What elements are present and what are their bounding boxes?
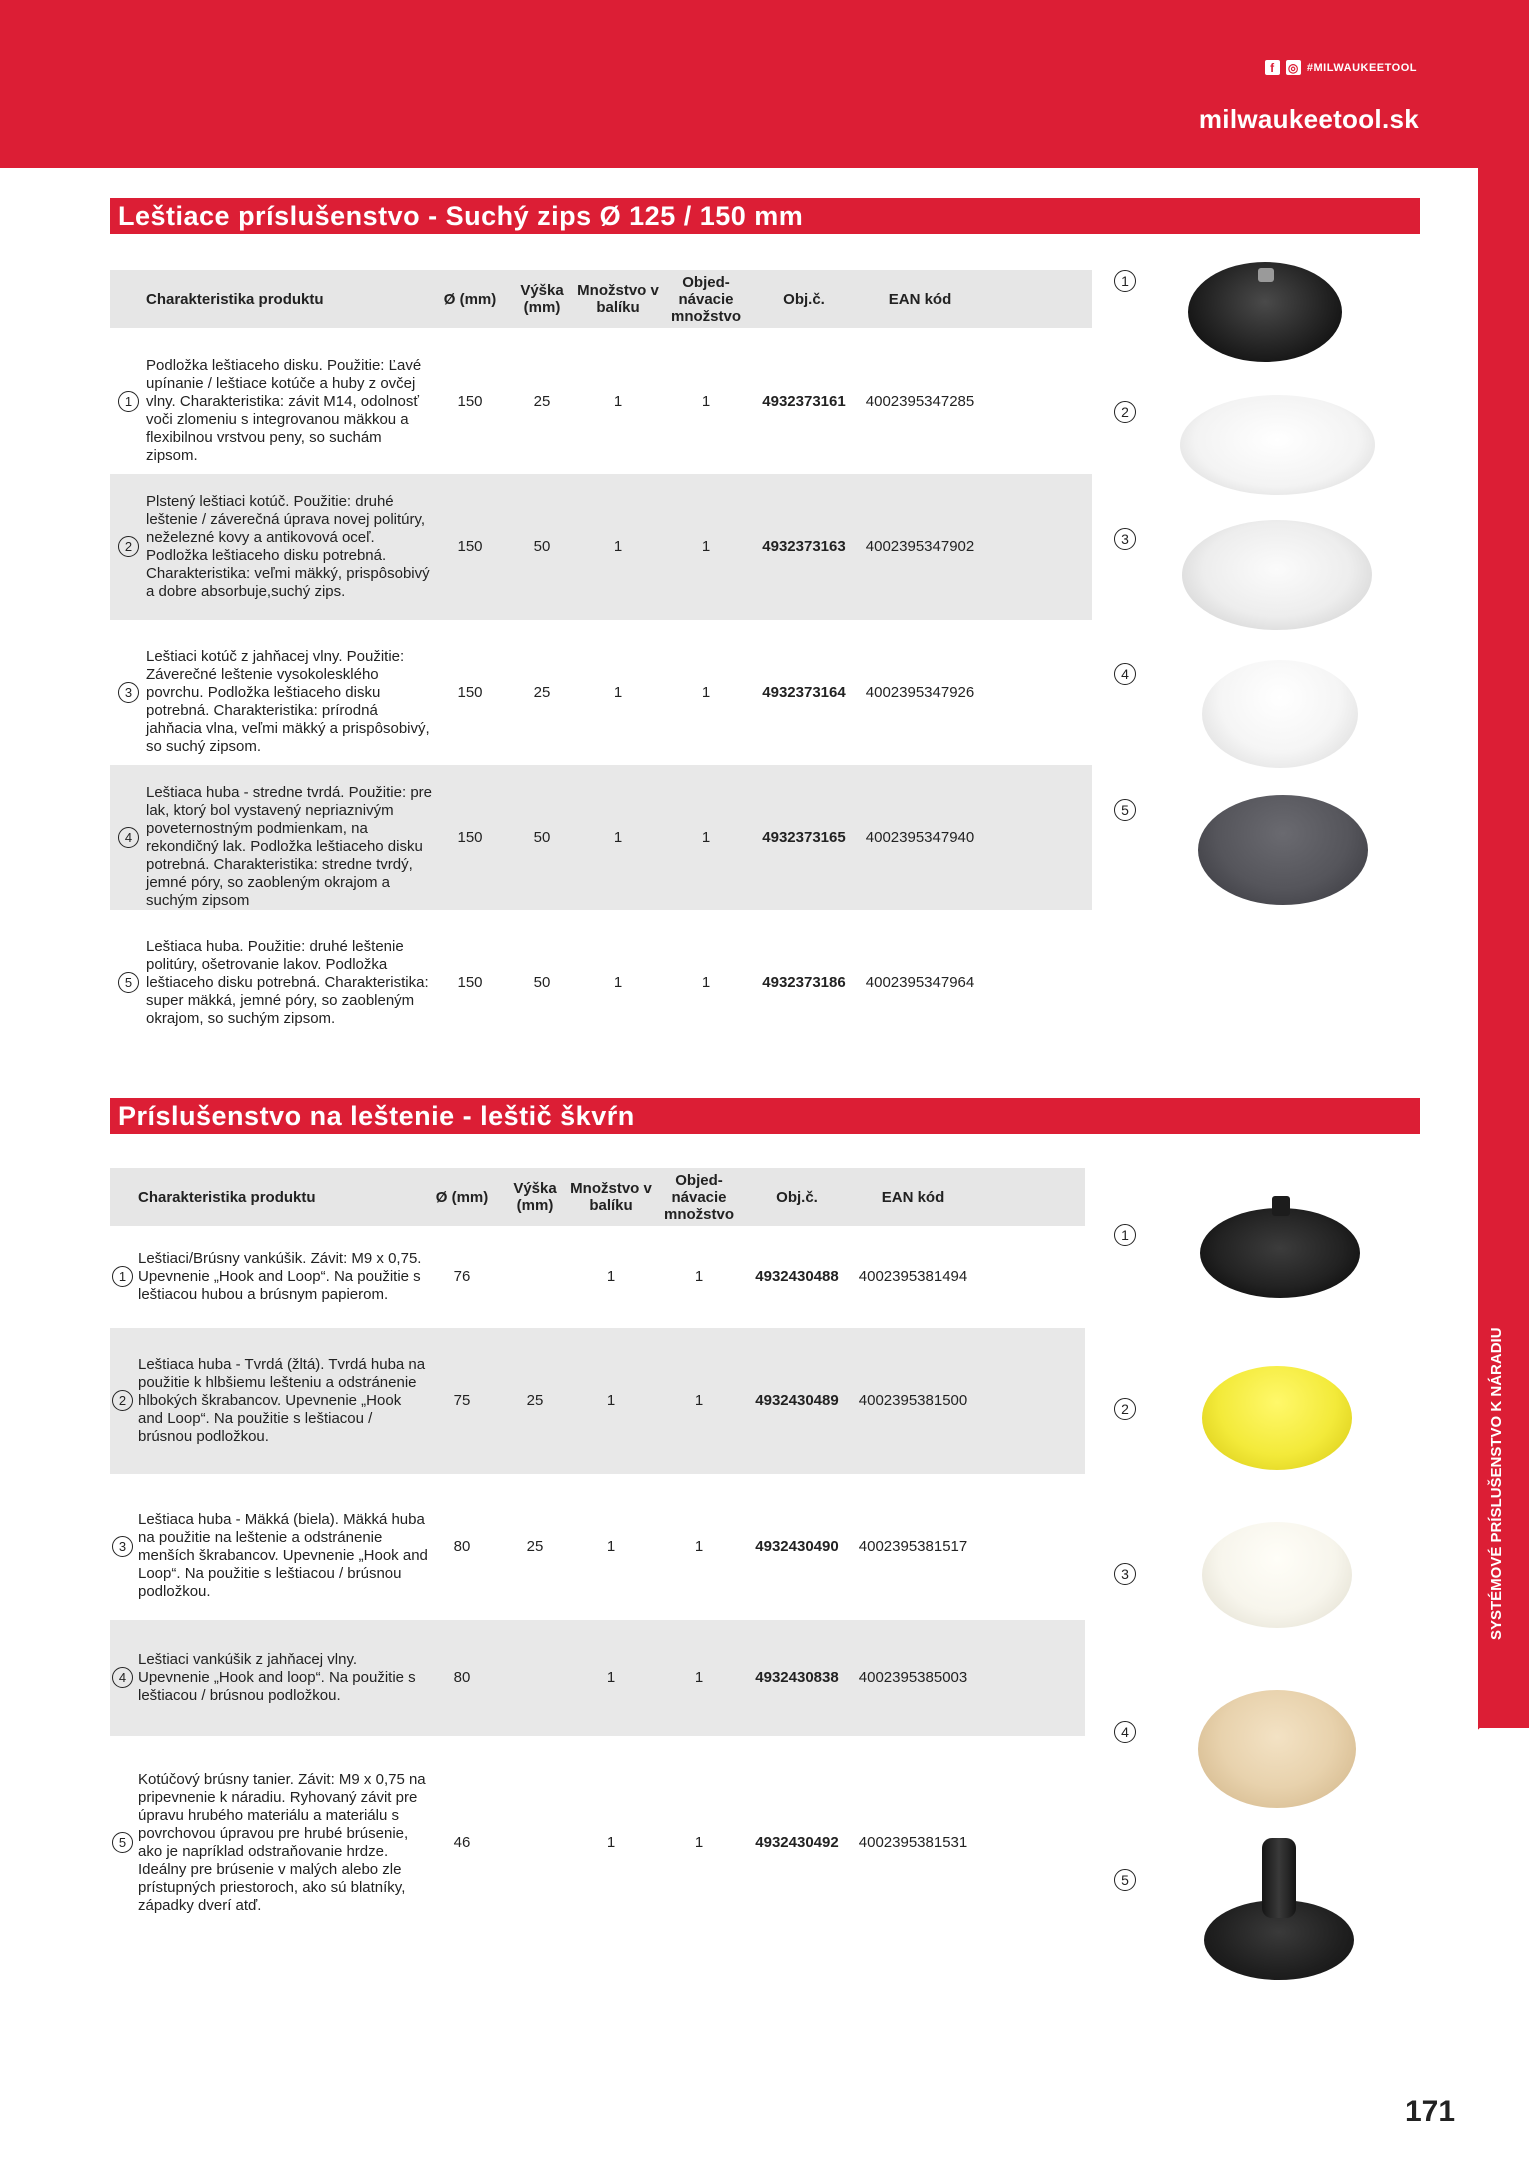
photo-white-soft-sponge — [1202, 1522, 1352, 1628]
row-description: Leštiaca huba - stredne tvrdá. Použitie: pre lak, ktorý bol vystavený nepriaznivým poveternostným podmienkam, na rekondičný lak. Podložka leštiaceho disku potrebná. Charakteristika: stredne tvrdý, jemné póry, so zaobleným okrajom a suchým zipsom — [146, 783, 432, 909]
cell-d: 150 — [457, 538, 483, 555]
col-header-product: Charakteristika produktu — [146, 290, 324, 308]
cell-d: 76 — [453, 1268, 471, 1285]
table-row — [110, 474, 1092, 620]
cell-ean: 4002395385003 — [858, 1669, 968, 1686]
photo-yellow-sponge — [1202, 1366, 1352, 1470]
cell-d: 150 — [457, 974, 483, 991]
cell-h: 25 — [526, 1392, 544, 1409]
cell-d: 80 — [453, 1669, 471, 1686]
sidebar-corner — [1478, 1670, 1529, 1730]
cell-order: 1 — [694, 1834, 704, 1851]
cell-item: 4932430838 — [755, 1669, 839, 1686]
col-header-item: Obj.č. — [776, 1188, 818, 1206]
cell-ean: 4002395347964 — [865, 974, 975, 991]
cell-h: 50 — [533, 538, 551, 555]
cell-d: 150 — [457, 828, 483, 846]
cell-pack: 1 — [613, 828, 623, 846]
cell-pack: 1 — [606, 1268, 616, 1285]
row-description: Plstený leštiaci kotúč. Použitie: druhé leštenie / záverečná úprava novej politúry, neželezné kovy a antikovová oceľ. Podložka leštiaceho disku potrebná. Charakteristika: veľmi mäkký, prispôsobivý a dobre absorbuje,suchý zips. — [146, 493, 430, 600]
row-description: Leštiaci vankúšik z jahňacej vlny. Upevnenie „Hook and loop“. Na použitie s leštiacou / brúsnou podložkou. — [138, 1651, 416, 1704]
site-url[interactable]: milwaukeetool.sk — [1198, 104, 1419, 134]
cell-ean: 4002395381517 — [858, 1538, 968, 1555]
cell-ean: 4002395381531 — [858, 1834, 968, 1851]
cell-pack: 1 — [606, 1538, 616, 1555]
photo-hook-loop-pad — [1200, 1208, 1360, 1298]
cell-order: 1 — [694, 1669, 704, 1686]
row-number: 5 — [118, 972, 139, 993]
col-header-pack: Množstvo v balíku — [577, 282, 659, 316]
cell-item: 4932430488 — [755, 1268, 839, 1285]
cell-order: 1 — [694, 1268, 704, 1285]
table-row — [110, 1736, 1085, 1950]
photo-wool-disc — [1182, 520, 1372, 630]
cell-d: 150 — [457, 393, 483, 410]
row-number: 3 — [112, 1536, 133, 1557]
col-header-diameter: Ø (mm) — [443, 290, 497, 308]
cell-item: 4932373164 — [762, 683, 846, 701]
cell-ean: 4002395347926 — [865, 683, 975, 701]
photo-label: 4 — [1114, 663, 1136, 685]
col-header-diameter: Ø (mm) — [435, 1188, 489, 1206]
cell-ean: 4002395381494 — [858, 1268, 968, 1285]
table-row — [110, 1226, 1085, 1328]
cell-pack: 1 — [613, 974, 623, 991]
cell-h: 25 — [533, 683, 551, 701]
cell-pack: 1 — [606, 1669, 616, 1686]
col-header-pack: Množstvo v balíku — [570, 1180, 652, 1214]
photo-grey-sponge — [1198, 795, 1368, 905]
cell-ean: 4002395347940 — [865, 828, 975, 846]
photo-label: 3 — [1114, 528, 1136, 550]
cell-h: 50 — [533, 828, 551, 846]
col-header-order: Objed- návacie množstvo — [670, 273, 741, 325]
photo-label: 4 — [1114, 1721, 1136, 1743]
row-description: Leštiaca huba - Mäkká (biela). Mäkká huba na použitie na leštenie a odstránenie menších škrabancov. Upevnenie „Hook and Loop“. Na použitie s leštiacou / brúsnou podložkou. — [138, 1511, 428, 1600]
table-row — [110, 620, 1092, 765]
row-description: Leštiaci/Brúsny vankúšik. Závit: M9 x 0,75. Upevnenie „Hook and Loop“. Na použitie s leštiacou hubou a brúsnym papierom. — [138, 1250, 422, 1303]
photo-lambswool-pad — [1198, 1690, 1356, 1808]
header-bar — [0, 0, 1529, 168]
photo-label: 2 — [1114, 401, 1136, 423]
table-row — [110, 910, 1092, 1056]
table-row — [110, 330, 1092, 474]
cell-order: 1 — [701, 393, 711, 410]
row-number: 4 — [118, 827, 139, 848]
cell-pack: 1 — [606, 1834, 616, 1851]
cell-ean: 4002395347902 — [865, 538, 975, 555]
photo-label: 5 — [1114, 1869, 1136, 1891]
social-links — [1265, 60, 1417, 75]
row-number: 2 — [118, 536, 139, 557]
photo-label: 2 — [1114, 1398, 1136, 1420]
row-number: 5 — [112, 1832, 133, 1853]
photo-hook-loop-pad-spindle — [1272, 1196, 1290, 1216]
hashtag: #MILWAUKEETOOL — [1306, 61, 1417, 74]
photo-white-sponge — [1202, 660, 1358, 768]
cell-item: 4932373163 — [762, 538, 846, 555]
photo-backing-pad-spindle — [1258, 268, 1274, 282]
cell-item: 4932373165 — [762, 828, 846, 846]
cell-pack: 1 — [606, 1392, 616, 1409]
section2-table-header — [110, 1168, 1085, 1226]
col-header-item: Obj.č. — [783, 290, 825, 308]
cell-item: 4932430490 — [755, 1538, 839, 1555]
facebook-icon[interactable]: f — [1265, 60, 1280, 75]
cell-item: 4932430489 — [755, 1392, 839, 1409]
section2-title: Príslušenstvo na leštenie - leštič škvŕn — [110, 1098, 1420, 1134]
cell-order: 1 — [701, 974, 711, 991]
col-header-height: Výška (mm) — [513, 1180, 557, 1214]
page-number: 171 — [1405, 2095, 1456, 2128]
photo-label: 5 — [1114, 799, 1136, 821]
cell-order: 1 — [701, 828, 711, 846]
row-number: 1 — [112, 1266, 133, 1287]
cell-h: 25 — [533, 393, 551, 410]
row-number: 4 — [112, 1667, 133, 1688]
photo-label: 3 — [1114, 1563, 1136, 1585]
cell-pack: 1 — [613, 683, 623, 701]
photo-label: 1 — [1114, 270, 1136, 292]
cell-ean: 4002395347285 — [865, 393, 975, 410]
cell-item: 4932373186 — [762, 974, 846, 991]
cell-d: 75 — [453, 1392, 471, 1409]
row-description: Podložka leštiaceho disku. Použitie: Ľavé upínanie / leštiace kotúče a huby z ovčej vlny. Charakteristika: závit M14, odolnosť voči zlomeniu s integrovanou mäkkou a flexibilnou vrstvou peny, so suchám zipsom. — [146, 357, 422, 464]
row-description: Kotúčový brúsny tanier. Závit: M9 x 0,75 na pripevnenie k náradiu. Ryhovaný závit pre úpravu hrubého materiálu a materiálu s povrchovou úpravou pre hrubé brúsenie, ako je napríklad odstraňovanie hrdze. Ideálny pre brúsenie v malých alebo zle prístupných priestoroch, ako sú blatníky, západky dverí atď. — [138, 1771, 426, 1914]
table-row — [110, 1620, 1085, 1736]
table-row — [110, 1474, 1085, 1620]
section1-title: Leštiace príslušenstvo - Suchý zips Ø 125 / 150 mm — [110, 198, 1420, 234]
cell-item: 4932430492 — [755, 1834, 839, 1851]
cell-ean: 4002395381500 — [858, 1392, 968, 1409]
cell-pack: 1 — [613, 538, 623, 555]
row-number: 2 — [112, 1390, 133, 1411]
row-description: Leštiaca huba. Použitie: druhé leštenie politúry, ošetrovanie lakov. Podložka leštiaceho disku potrebná. Charakteristika: super mäkká, jemné póry, so zaobleným okrajom, so suchým zipsom. — [146, 938, 429, 1027]
photo-sanding-plate-stem — [1262, 1838, 1296, 1918]
cell-pack: 1 — [613, 393, 623, 410]
col-header-ean: EAN kód — [888, 290, 952, 308]
cell-d: 150 — [457, 683, 483, 701]
cell-order: 1 — [694, 1538, 704, 1555]
col-header-product: Charakteristika produktu — [138, 1188, 316, 1206]
table-row — [110, 1328, 1085, 1474]
sidebar-text: SYSTÉMOVÉ PRÍSLUŠENSTVO K NÁRADIU — [1488, 1327, 1505, 1640]
cell-order: 1 — [694, 1392, 704, 1409]
col-header-order: Objed- návacie množstvo — [663, 1171, 734, 1223]
table-row — [110, 765, 1092, 910]
row-description: Leštiaca huba - Tvrdá (žltá). Tvrdá huba na použitie k hlbšiemu lešteniu a odstránenie hlbokých škrabancov. Upevnenie „Hook and Loop“. Na použitie s leštiacou / brúsnou podložkou. — [138, 1356, 426, 1445]
photo-felt-disc — [1180, 395, 1375, 495]
row-number: 3 — [118, 682, 139, 703]
cell-d: 46 — [453, 1834, 471, 1851]
instagram-icon[interactable]: ◎ — [1286, 60, 1301, 75]
cell-h: 25 — [526, 1538, 544, 1555]
row-description: Leštiaci kotúč z jahňacej vlny. Použitie: Záverečné leštenie vysokolesklého povrchu. Podložka leštiaceho disku potrebná. Charakteristika: prírodná jahňacia vlna, veľmi mäkký a prispôsobivý, so suchý zipsom. — [146, 647, 430, 755]
cell-d: 80 — [453, 1538, 471, 1555]
col-header-ean: EAN kód — [881, 1188, 945, 1206]
row-number: 1 — [118, 391, 139, 412]
cell-order: 1 — [701, 683, 711, 701]
cell-h: 50 — [533, 974, 551, 991]
cell-order: 1 — [701, 538, 711, 555]
photo-label: 1 — [1114, 1224, 1136, 1246]
cell-item: 4932373161 — [762, 393, 846, 410]
col-header-height: Výška (mm) — [520, 282, 564, 316]
section1-table-header — [110, 270, 1092, 328]
